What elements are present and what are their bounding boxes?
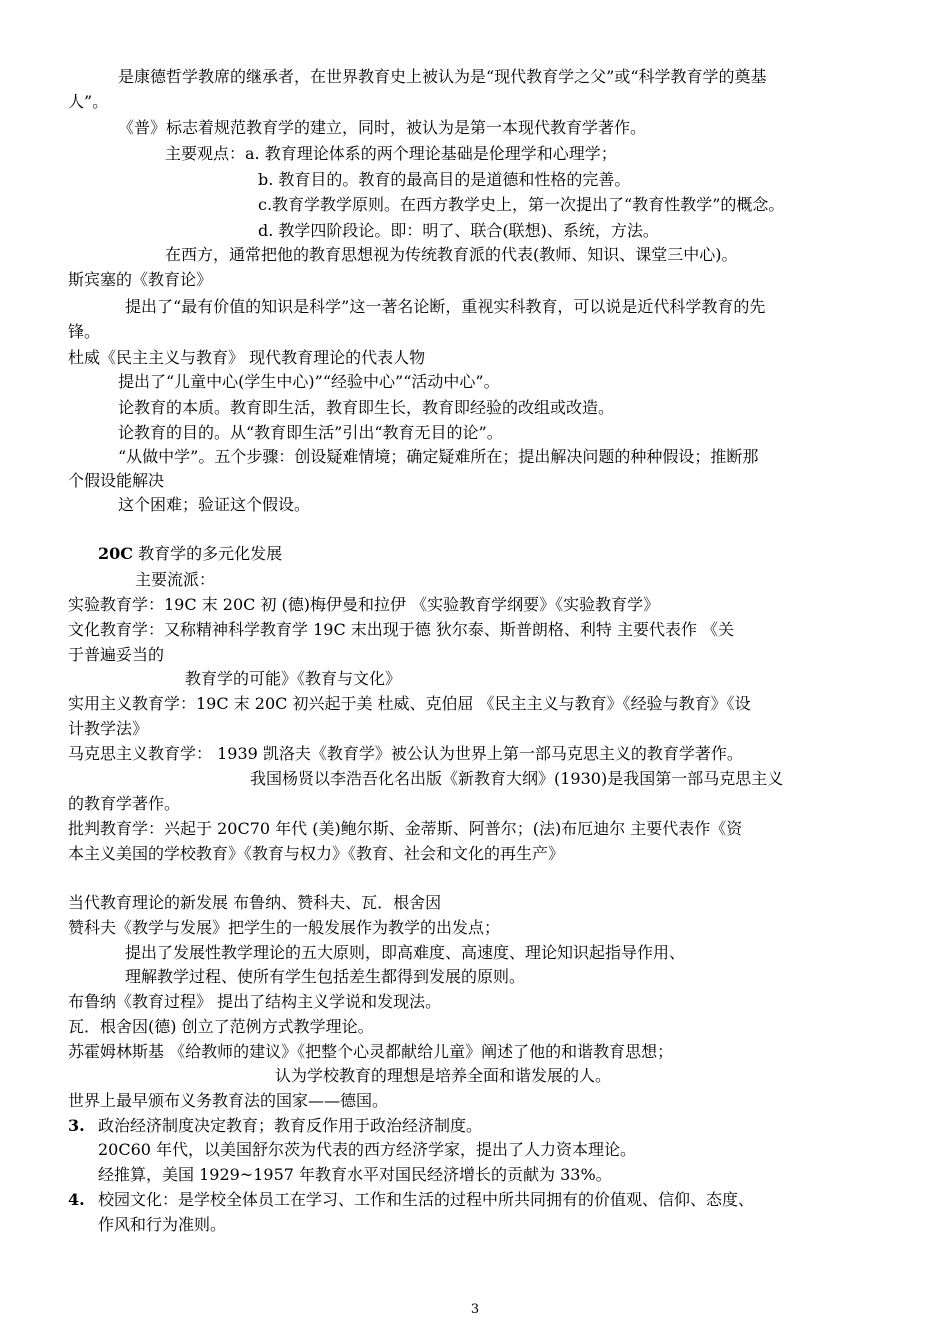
text-line: d. 教学四阶段论。即：明了、联合(联想)、系统，方法。 xyxy=(258,221,659,240)
text-line: 世界上最早颁布义务教育法的国家——德国。 xyxy=(68,1091,389,1110)
text-line: 教育学的可能》《教育与文化》 xyxy=(185,669,402,688)
text-line: 提出了“最有价值的知识是科学”这一著名论断，重视实科教育，可以说是近代科学教育的先 xyxy=(125,297,766,316)
text-line: 提出了发展性教学理论的五大原则，即高难度、高速度、理论知识起指导作用、 xyxy=(125,943,686,962)
text-line: c.教育学教学原则。在西方教学史上，第一次提出了“教育性教学”的概念。 xyxy=(258,195,785,214)
text-line: 个假设能解决 xyxy=(68,471,165,490)
item-number: 3. xyxy=(68,1116,85,1135)
text-line: 这个困难；验证这个假设。 xyxy=(118,495,311,514)
text-line: 批判教育学：兴起于 20C70 年代 (美)鲍尔斯、金蒂斯、阿普尔；(法)布厄迪尔 主要代表作《资 xyxy=(68,819,743,838)
text-line: 赞科夫《教学与发展》把学生的一般发展作为教学的出发点； xyxy=(68,918,501,937)
text-line: 主要流派： xyxy=(135,570,216,589)
text-line: 布鲁纳《教育过程》 提出了结构主义学说和发现法。 xyxy=(68,992,442,1011)
section-heading: 20C 教育学的多元化发展 xyxy=(98,544,283,563)
text-line: 本主义美国的学校教育》《教育与权力》《教育、社会和文化的再生产》 xyxy=(68,844,565,863)
text-line: 当代教育理论的新发展 布鲁纳、赞科夫、瓦．根舍因 xyxy=(68,893,442,912)
text-line: 论教育的目的。从“教育即生活”引出“教育无目的论”。 xyxy=(118,423,503,442)
text-line: 锋。 xyxy=(68,322,101,341)
text-line: 苏霍姆林斯基 《给教师的建议》《把整个心灵都献给儿童》阐述了他的和谐教育思想； xyxy=(68,1042,674,1061)
text-line: 《普》标志着规范教育学的建立，同时，被认为是第一本现代教育学著作。 xyxy=(118,118,647,137)
text-line: 计教学法》 xyxy=(68,719,149,738)
text-line: 马克思主义教育学： 1939 凯洛夫《教育学》被公认为世界上第一部马克思主义的教育学著作。 xyxy=(68,744,743,763)
text-line: 政治经济制度决定教育；教育反作用于政治经济制度。 xyxy=(98,1116,483,1135)
text-line: 斯宾塞的《教育论》 xyxy=(68,270,213,289)
page-number: 3 xyxy=(470,1302,480,1317)
text-line: 提出了“儿童中心(学生中心)”“经验中心”“活动中心”。 xyxy=(118,372,500,391)
text-line: 于普遍妥当的 xyxy=(68,645,165,664)
text-line: 实用主义教育学：19C 末 20C 初兴起于美 杜威、克伯屈 《民主主义与教育》《经验与教育》《设 xyxy=(68,694,751,713)
text-line: “从做中学”。五个步骤：创设疑难情境；确定疑难所在；提出解决问题的种种假设；推断那 xyxy=(118,447,759,466)
text-line: b. 教育目的。教育的最高目的是道德和性格的完善。 xyxy=(258,170,631,189)
text-line: 认为学校教育的理想是培养全面和谐发展的人。 xyxy=(275,1066,612,1085)
text-line: 是康德哲学教席的继承者，在世界教育史上被认为是“现代教育学之父”或“科学教育学的奠基 xyxy=(118,67,767,86)
text-line: 瓦．根舍因(德) 创立了范例方式教学理论。 xyxy=(68,1017,374,1036)
text-line: 理解教学过程、使所有学生包括差生都得到发展的原则。 xyxy=(125,967,526,986)
text-line: 校园文化：是学校全体员工在学习、工作和生活的过程中所共同拥有的价值观、信仰、态度、 xyxy=(98,1190,755,1209)
text-line: 实验教育学：19C 末 20C 初 (德)梅伊曼和拉伊 《实验教育学纲要》《实验教育学》 xyxy=(68,595,660,614)
text-line: 我国杨贤以李浩吾化名出版《新教育大纲》(1930)是我国第一部马克思主义 xyxy=(250,769,784,788)
text-line: 文化教育学：又称精神科学教育学 19C 末出现于德 狄尔泰、斯普朗格、利特 主要代表作 《关 xyxy=(68,620,735,639)
text-line: 作风和行为准则。 xyxy=(98,1215,227,1234)
text-line: 的教育学著作。 xyxy=(68,794,181,813)
text-line: 杜威《民主主义与教育》 现代教育理论的代表人物 xyxy=(68,348,426,367)
text-line: 经推算，美国 1929~1957 年教育水平对国民经济增长的贡献为 33%。 xyxy=(98,1165,612,1184)
text-line: 人”。 xyxy=(68,92,109,111)
text-line: 在西方，通常把他的教育思想视为传统教育派的代表(教师、知识、课堂三中心)。 xyxy=(165,245,738,264)
text-line: 20C60 年代，以美国舒尔茨为代表的西方经济学家，提出了人力资本理论。 xyxy=(98,1140,637,1159)
item-number: 4. xyxy=(68,1190,85,1209)
text-line: 主要观点：a. 教育理论体系的两个理论基础是伦理学和心理学； xyxy=(165,144,617,163)
text-line: 论教育的本质。教育即生活，教育即生长，教育即经验的改组或改造。 xyxy=(118,398,615,417)
